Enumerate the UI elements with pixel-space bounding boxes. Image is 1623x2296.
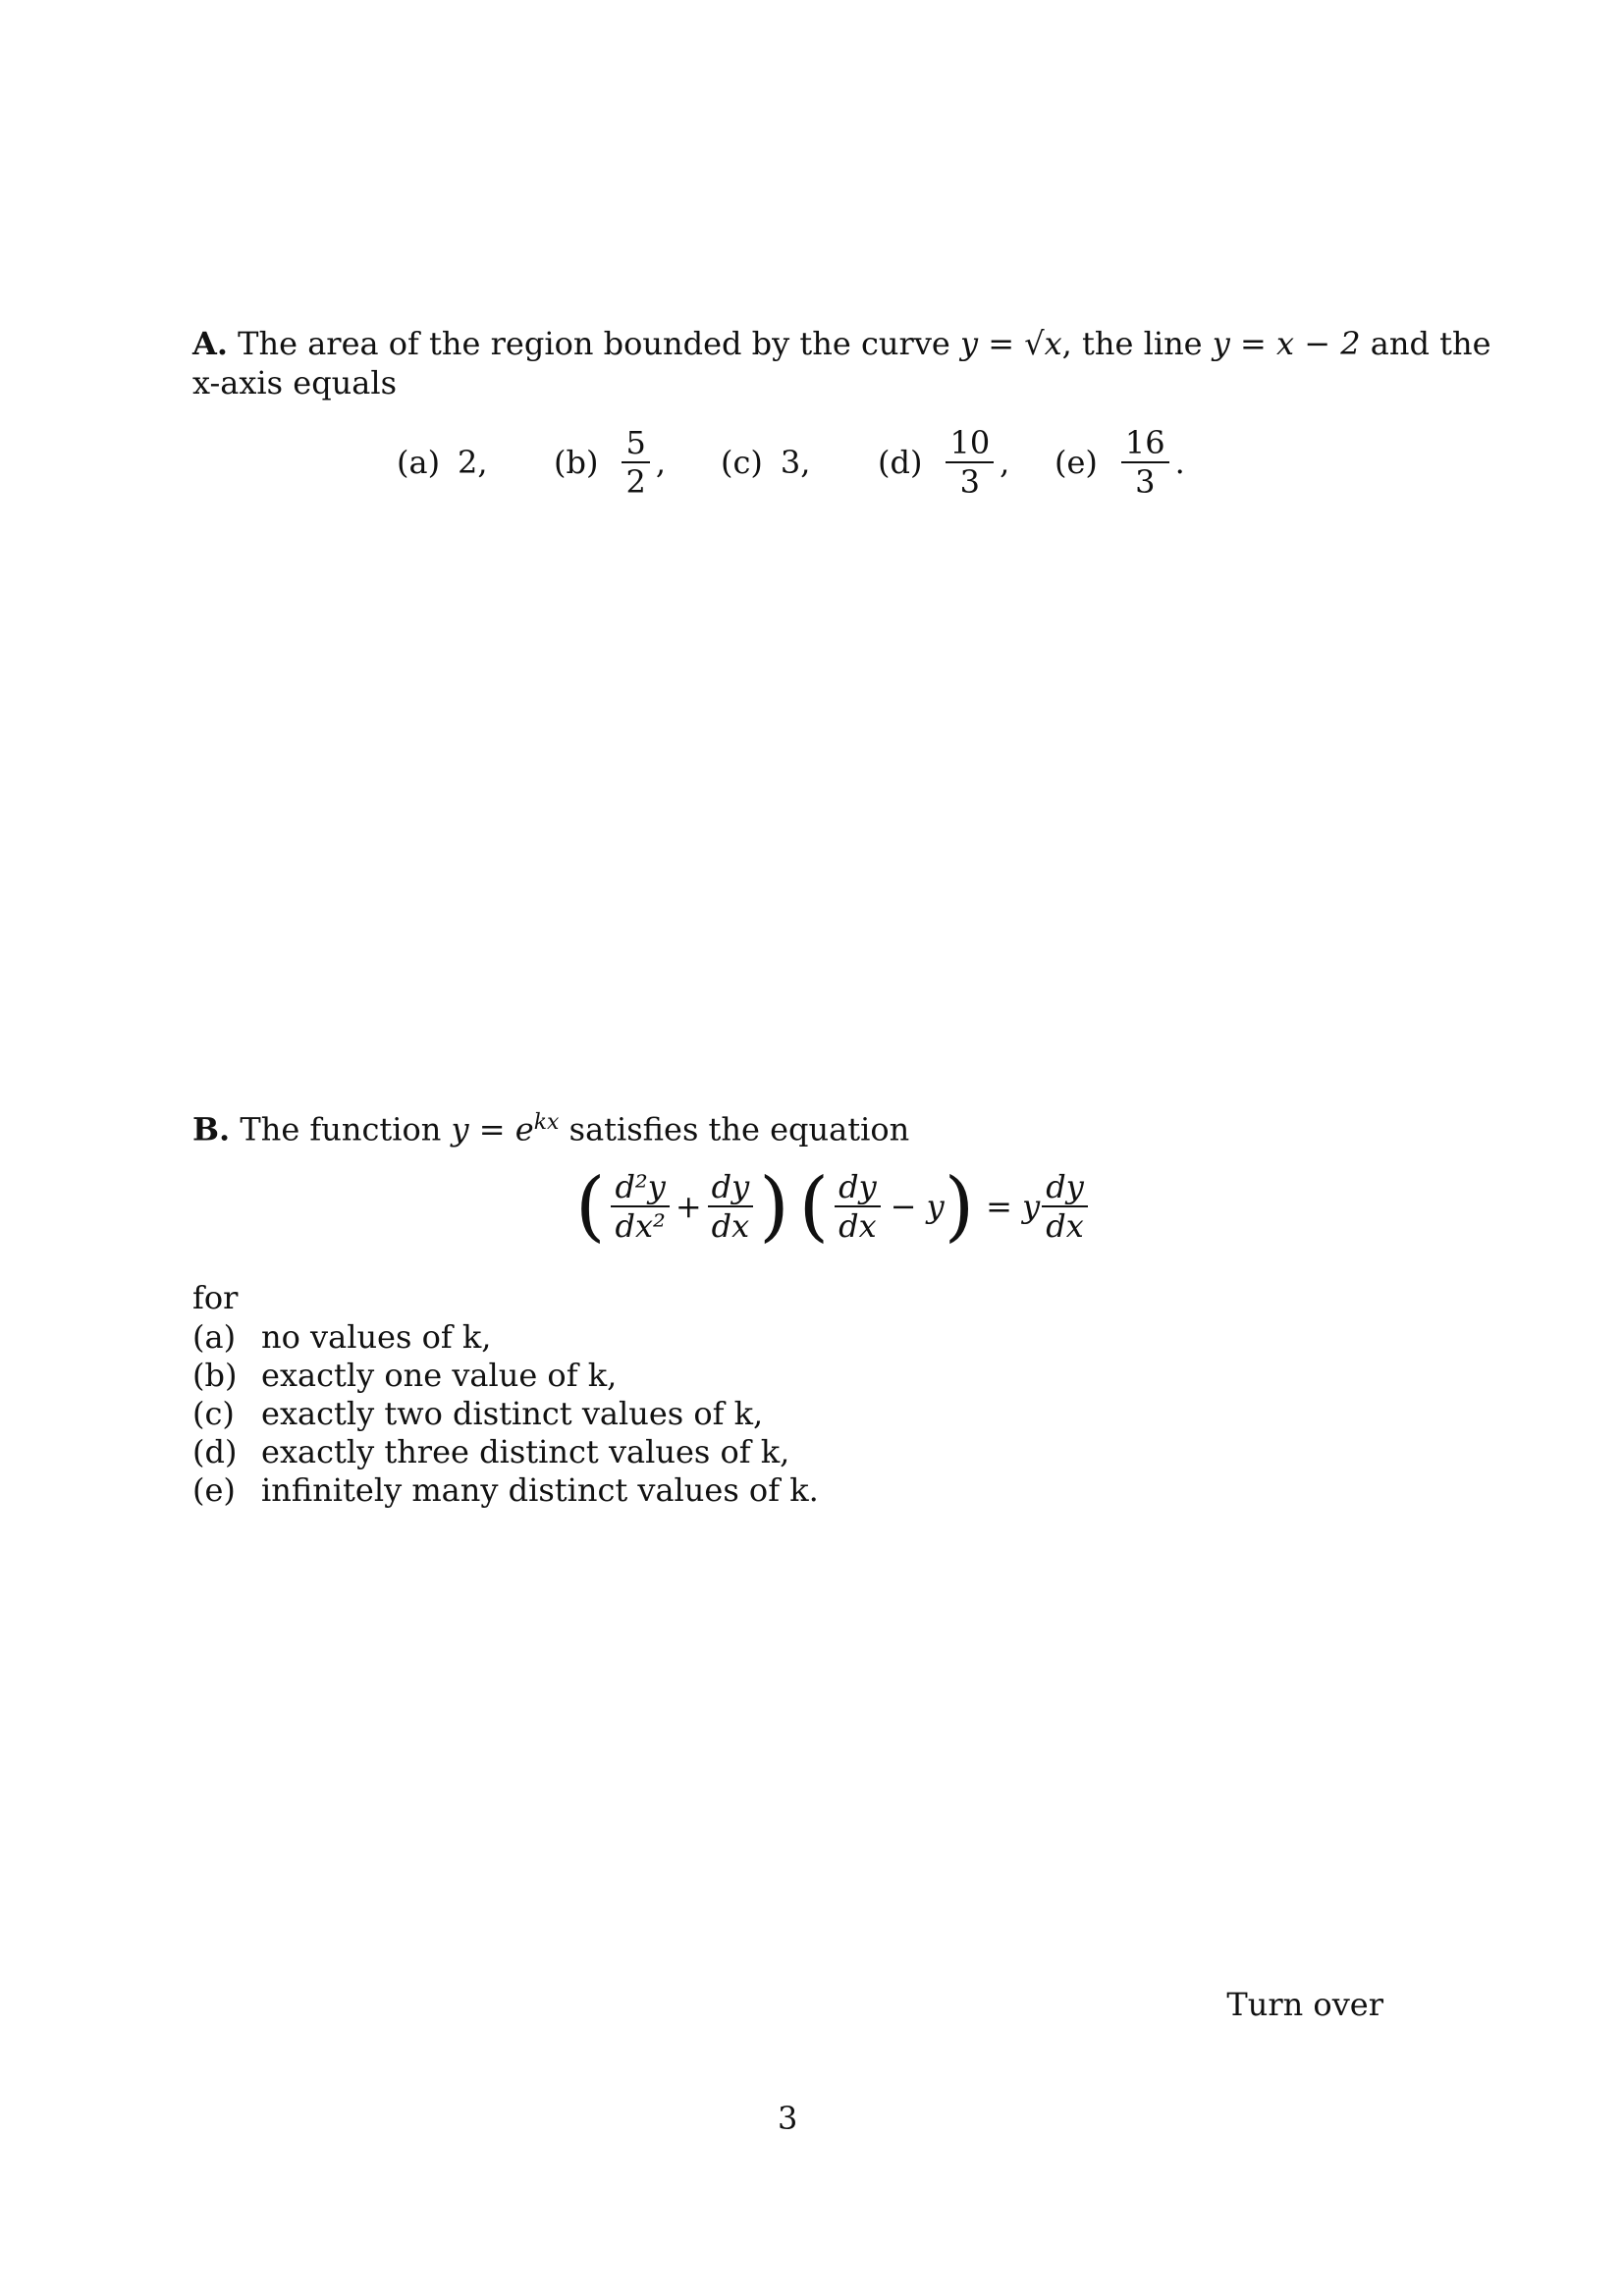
question-a-text-part3: and the	[1370, 325, 1491, 362]
choice-value: 3,	[780, 444, 811, 481]
option-text: exactly one value of k,	[261, 1356, 618, 1394]
question-a-curve: y = √x	[960, 325, 1062, 362]
fraction	[1042, 1168, 1088, 1245]
left-paren: (	[575, 1162, 606, 1251]
choice-punct: ,	[655, 444, 666, 481]
fraction	[946, 424, 994, 501]
fraction-denominator: dx	[711, 1207, 750, 1245]
choice-label: (b)	[554, 444, 599, 481]
option-a	[192, 1317, 819, 1356]
fraction-numerator: 5	[622, 424, 649, 463]
choice-punct: ,	[1000, 444, 1010, 481]
fraction-numerator: dy	[835, 1168, 881, 1207]
fraction-denominator: 2	[625, 463, 646, 501]
question-a-line2: x-axis equals	[192, 364, 398, 401]
fraction	[1121, 424, 1169, 501]
option-text: infinitely many distinct values of k.	[261, 1470, 819, 1509]
choice-b	[554, 424, 721, 501]
question-a-label: A.	[192, 325, 228, 362]
plus-sign: +	[675, 1188, 702, 1225]
turn-over-note: Turn over	[1226, 1986, 1383, 2023]
minus-y: − y	[890, 1188, 945, 1225]
question-b-text-part1: The function	[240, 1110, 442, 1148]
option-b	[192, 1356, 819, 1394]
question-a-text-part1: The area of the region bounded by the curve	[238, 325, 950, 362]
fraction-denominator: 3	[959, 463, 980, 501]
option-text: exactly two distinct values of k,	[261, 1394, 764, 1432]
choice-punct: .	[1174, 444, 1185, 481]
question-b-label: B.	[192, 1110, 231, 1148]
fraction	[835, 1168, 881, 1245]
right-paren: )	[759, 1162, 789, 1251]
choice-a	[397, 443, 554, 482]
question-b-text-part2: satisfies the equation	[568, 1110, 910, 1148]
option-label: (c)	[192, 1394, 235, 1432]
question-a-line-equation: y = x − 2	[1212, 325, 1361, 362]
fraction-denominator: 3	[1135, 463, 1156, 501]
choice-e	[1055, 424, 1185, 501]
fraction-numerator: dy	[1042, 1168, 1088, 1207]
for-label: for	[192, 1279, 239, 1316]
page-number: 3	[778, 2100, 798, 2137]
fraction-numerator: dy	[708, 1168, 754, 1207]
fraction-denominator: dx²	[615, 1207, 666, 1245]
option-label: (b)	[192, 1356, 238, 1394]
option-text: no values of k,	[261, 1317, 492, 1356]
fraction-denominator: dx	[1046, 1207, 1084, 1245]
fraction-numerator: d²y	[611, 1168, 669, 1207]
fraction-numerator: 10	[946, 424, 994, 463]
right-paren: )	[944, 1162, 975, 1251]
option-label: (d)	[192, 1432, 238, 1470]
option-text: exactly three distinct values of k,	[261, 1432, 790, 1470]
option-d	[192, 1432, 819, 1470]
choice-value: 2,	[458, 444, 488, 481]
question-a-choices	[397, 424, 1185, 501]
fraction	[622, 424, 649, 501]
option-c	[192, 1394, 819, 1432]
question-b-options	[192, 1317, 819, 1509]
option-e	[192, 1470, 819, 1509]
fraction	[611, 1168, 669, 1245]
fraction-numerator: 16	[1121, 424, 1169, 463]
fraction	[708, 1168, 754, 1245]
choice-label: (e)	[1055, 444, 1098, 481]
choice-c	[721, 443, 878, 482]
choice-label: (c)	[721, 444, 763, 481]
choice-d	[878, 424, 1055, 501]
equals-y: = y	[986, 1188, 1041, 1225]
differential-equation	[575, 1162, 1094, 1251]
question-b-intro	[192, 1103, 909, 1149]
question-b-exponent: kx	[533, 1110, 560, 1135]
choice-label: (a)	[397, 444, 441, 481]
option-label: (a)	[192, 1317, 237, 1356]
fraction-denominator: dx	[839, 1207, 877, 1245]
choice-label: (d)	[878, 444, 923, 481]
question-a-line1	[192, 324, 1491, 363]
question-b-function: y = e	[451, 1110, 534, 1148]
left-paren: (	[798, 1162, 830, 1251]
question-a-text-part2: , the line	[1061, 325, 1203, 362]
option-label: (e)	[192, 1470, 236, 1509]
